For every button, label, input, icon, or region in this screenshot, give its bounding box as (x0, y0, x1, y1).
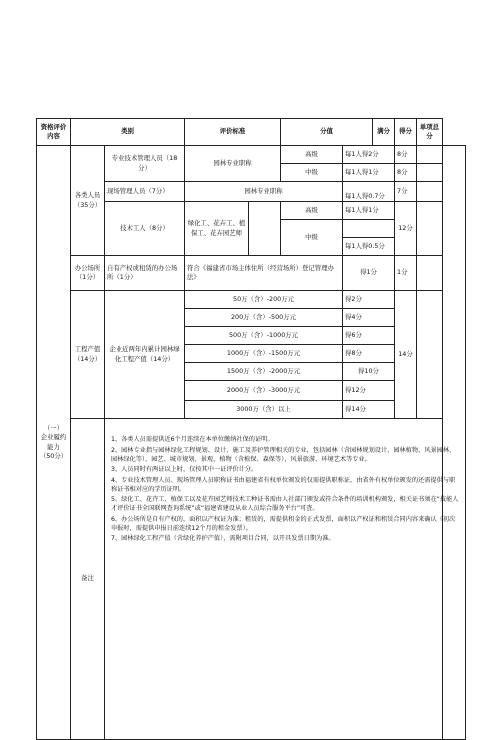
score-got-cell (417, 146, 443, 164)
worker-blank (343, 220, 395, 238)
score-got-cell (417, 256, 443, 291)
tech-mgr-senior: 高级 (281, 146, 343, 164)
tech-mgr-label: 专业技术管理人员（18分） (105, 146, 185, 182)
personnel-group: 各类人员（35分） (71, 146, 105, 256)
note-item: 2、园林专业指与园林绿化工程规划、设计、施工及养护管理相关的专业，包括园林（含园林规划设计、园林植物、风景园林、园林绿化等）、园艺、城市规划、景观、植物（含植保、森保等），风景旅游、环境艺术等专业。 (111, 446, 456, 463)
worker-gap (249, 202, 281, 256)
score-got-cell (417, 164, 443, 182)
header-row (37, 119, 466, 146)
office-score: 得1分 (343, 256, 395, 291)
office-desc: 自有产权或租赁的办公场所（1分） (105, 256, 185, 291)
output-tier-range: 1500万（含）-2000万元 (185, 363, 343, 381)
output-label: 工程产值（14分） (71, 291, 105, 419)
header-total: 单项总分 (417, 119, 443, 146)
tech-mgr-senior-full: 8分 (395, 146, 417, 164)
header-standard: 评价标准 (185, 119, 281, 146)
output-tier-score: 得12分 (343, 381, 395, 401)
tech-mgr-mid: 中级 (281, 164, 343, 182)
site-mgr-full: 7分 (395, 182, 417, 202)
worker-standard: 绿化工、花卉工、植保工、花卉园艺师 (185, 202, 249, 256)
worker-mid-score: 每1人得0.5分 (343, 238, 395, 256)
output-tier-score: 得6分 (343, 327, 395, 345)
tech-mgr-mid-full: 8分 (395, 164, 417, 182)
score-got-cell (417, 182, 443, 202)
office-label: 办公场所（1分） (71, 256, 105, 291)
output-tier-score: 得4分 (343, 309, 395, 327)
output-tier-range: 500万（含）-1000万元 (185, 327, 343, 345)
note-item: 6、办公场所是自有产权的，面积以产权证为准；租赁的，需提供租金的正式发票，面积以产权证和租赁合同内容来确认（初次申报时，需提供申报日前连续12个月的租金发票）。 (111, 515, 456, 532)
table-row (37, 291, 466, 309)
header-content: 资格评价内容 (37, 119, 71, 146)
output-tier-score: 得2分 (343, 291, 395, 309)
table-row (37, 146, 466, 164)
note-item: 7、园林绿化工程产值（含绿化养护产值），需附项目合同，以开具发票日期为准。 (111, 535, 335, 542)
output-tier-range: 3000万（含）以上 (185, 401, 343, 419)
output-tier-score: 得14分 (343, 401, 395, 419)
note-item: 4、专业技术管理人员、现场管理人员职称证书由福建省有权单位颁发的仅需提供职称证，由省外有权单位颁发的还需提供与职称证书相对应的学历证明。 (111, 476, 456, 493)
worker-label: 技术工人（8分） (105, 202, 185, 256)
output-desc: 企业近两年内累计园林绿化工程产值（14分） (105, 291, 185, 419)
note-item: 1、各类人员需提供近6个月连续在本单位缴纳社保的证明。 (111, 436, 274, 443)
section-label: （一） 企业履约能力 （50分） (37, 146, 71, 740)
header-category: 类别 (71, 119, 185, 146)
office-standard: 符合《福建省市场主体住所（经营场所）登记管理办法》 (185, 256, 343, 291)
header-got: 得分 (395, 119, 417, 146)
note-item: 3、人员同时有两证以上时，仅按其中一证评价计分。 (111, 466, 258, 473)
notes-label: 备注 (71, 419, 105, 740)
worker-senior-score: 每1人得1分 (343, 202, 395, 220)
tech-mgr-standard: 园林专业职称 (185, 146, 281, 182)
office-full: 1分 (395, 256, 417, 291)
evaluation-table (36, 118, 466, 740)
output-tier-range: 50万（含）-200万元 (185, 291, 343, 309)
site-mgr-score: 每1人得0.7分 (343, 182, 395, 202)
tech-mgr-senior-score: 每1人得2分 (343, 146, 395, 164)
header-full: 满分 (373, 119, 395, 146)
site-mgr-standard: 园林专业职称 (185, 182, 343, 202)
worker-mid: 中级 (281, 220, 343, 256)
tech-mgr-mid-score: 每1人得1分 (343, 164, 395, 182)
worker-senior: 高级 (281, 202, 343, 220)
site-mgr-label: 现场管理人员（7分） (105, 182, 185, 202)
output-tier-range: 1000万（含）-1500万元 (185, 345, 343, 363)
output-tier-range: 2000万（含）-3000万元 (185, 381, 343, 401)
output-tier-range: 200万（含）-500万元 (185, 309, 343, 327)
note-item: 5、绿化工、花卉工、植保工以及花卉园艺师技术工种证书需由人社部门颁发或符合条件的培训机构颁发，相关证书须在“技能人才评价证书全国联网查询系统”或“福建省建设从业人员综合服务平台”可查。 (111, 496, 459, 512)
header-score: 分值 (281, 119, 373, 146)
notes-content (105, 419, 466, 740)
table-row (37, 256, 466, 291)
output-tier-score: 得8分 (343, 345, 395, 363)
worker-full: 12分 (395, 202, 417, 256)
output-full: 14分 (395, 291, 417, 419)
notes-row (37, 419, 466, 740)
output-tier-score: 得10分 (343, 363, 395, 381)
score-got-cell (417, 202, 443, 256)
score-got-cell (417, 291, 443, 419)
